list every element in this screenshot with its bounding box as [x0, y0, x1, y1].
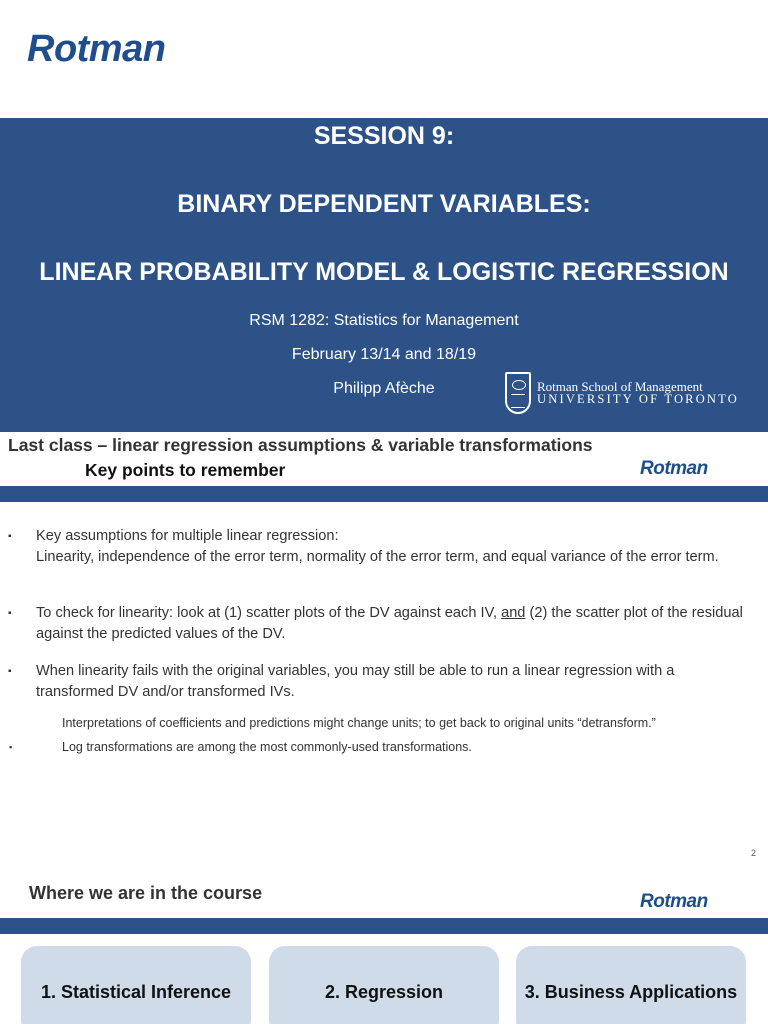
header-bar: [0, 486, 768, 502]
crest-icon: [505, 372, 531, 414]
bullet-marker: ▪: [9, 742, 13, 752]
page-number: 2: [751, 848, 757, 858]
sub-bullet-text: Log transformations are among the most commonly-used transformations.: [62, 740, 472, 754]
title-line-2: LINEAR PROBABILITY MODEL & LOGISTIC REGRESSION: [39, 258, 729, 286]
instructor-name: Philipp Afèche: [333, 380, 435, 397]
header-bar: [0, 918, 768, 934]
slide2-subtitle: Key points to remember: [85, 460, 286, 480]
title-line-1: BINARY DEPENDENT VARIABLES:: [177, 190, 591, 218]
bullet-item: [8, 661, 756, 703]
sub-bullet-item: [9, 737, 472, 758]
bullet-item: [8, 603, 756, 645]
session-dates: February 13/14 and 18/19: [291, 346, 477, 363]
bullet-item: [8, 526, 756, 568]
bullet-text: (2) the scatter plot of the residual against the predicted values of the DV.: [36, 605, 743, 642]
course-name: RSM 1282: Statistics for Management: [249, 312, 519, 329]
university-name: UNIVERSITY OF TORONTO: [537, 392, 739, 407]
bullet-text: To check for linearity: look at (1) scatter plots of the DV against each IV,: [36, 605, 502, 621]
bullet-text: Key assumptions for multiple linear regression:: [36, 528, 339, 544]
slide2-title: Last class – linear regression assumptions & variable transformations: [8, 435, 593, 455]
course-card-statistical-inference: 1. Statistical Inference: [21, 946, 251, 1024]
uoft-logo: [505, 372, 739, 414]
bullet-marker: ▪: [8, 608, 12, 619]
school-name: Rotman School of Management: [537, 379, 703, 395]
slide3-title: Where we are in the course: [29, 883, 263, 903]
bullet-emphasis: and: [501, 605, 526, 621]
session-label: SESSION 9:: [313, 122, 455, 150]
bullet-marker: ▪: [8, 531, 12, 542]
rotman-logo: Rotman: [27, 28, 166, 70]
bullet-text: Linearity, independence of the error term, normality of the error term, and equal variance of the error term.: [36, 549, 719, 565]
bullet-text: When linearity fails with the original variables, you may still be able to run a linear regression with a transformed DV and/or transformed IVs.: [36, 663, 675, 700]
course-card-business-applications: 3. Business Applications: [516, 946, 746, 1024]
course-card-regression: 2. Regression: [269, 946, 499, 1024]
bullet-marker: ▪: [8, 666, 12, 677]
rotman-logo-small: Rotman: [640, 458, 708, 479]
sub-bullet-item: Interpretations of coefficients and predictions might change units; to get back to original units “detransform.”: [62, 716, 656, 730]
rotman-logo-small: Rotman: [640, 891, 708, 912]
